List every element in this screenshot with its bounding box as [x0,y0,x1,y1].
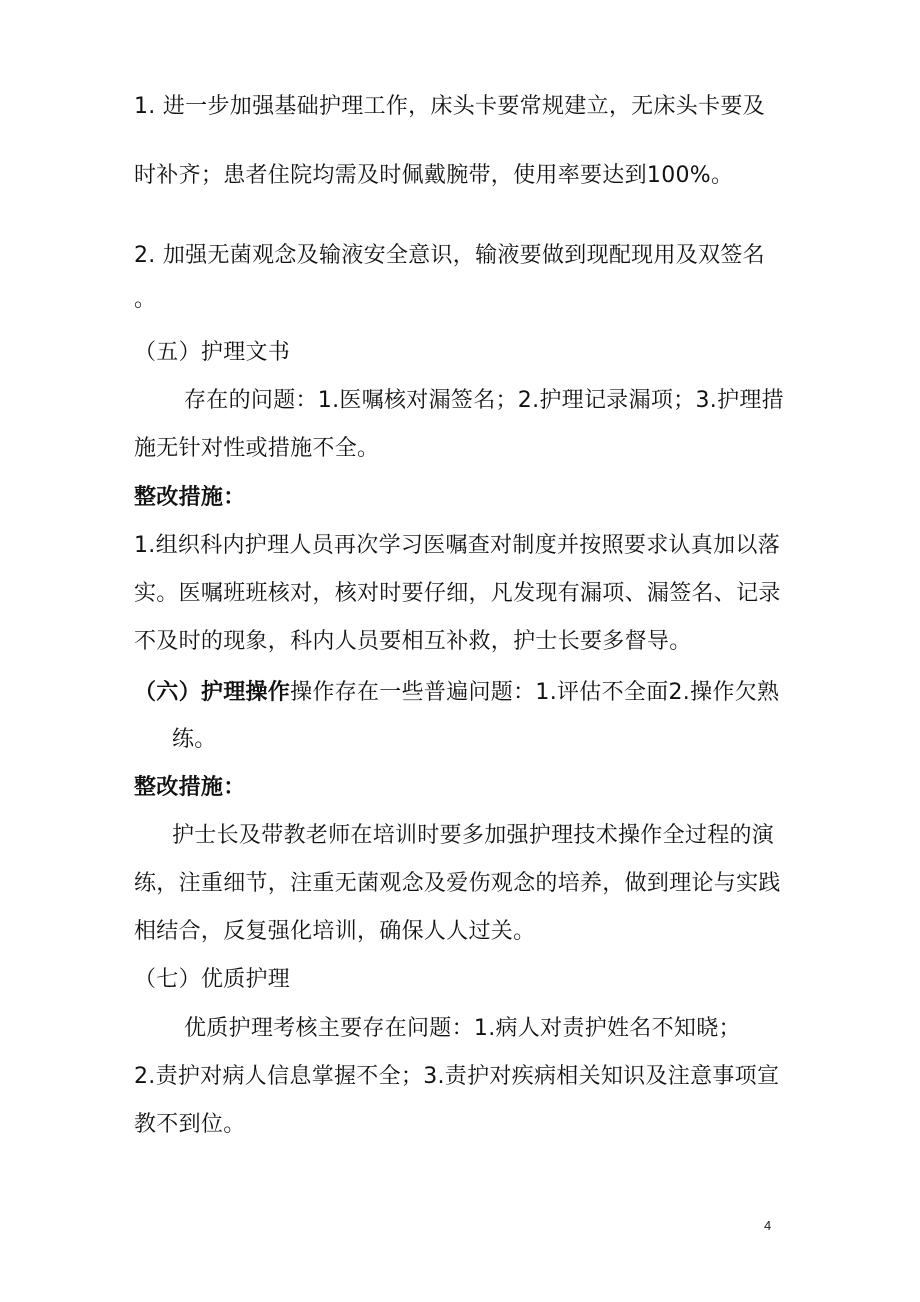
text-line: 2.责护对病人信息掌握不全；3.责护对疾病相关知识及注意事项宣 [134,1064,780,1089]
text-line: 护士长及带教老师在培训时要多加强护理技术操作全过程的演 [172,823,775,848]
text-line: 优质护理考核主要存在问题：1.病人对责护姓名不知晓； [184,1016,741,1041]
text-line: 存在的问题：1.医嘱核对漏签名；2.护理记录漏项；3.护理措 [184,388,784,413]
subsection-heading: 整改措施： [134,775,246,800]
text-line: 1. 进一步加强基础护理工作，床头卡要常规建立，无床头卡要及 [134,94,765,119]
page-number: 4 [764,1218,772,1233]
text-line: 练。 [172,727,217,752]
section-heading: （五）护理文书 [134,340,291,365]
section-heading: （七）优质护理 [134,967,291,992]
text-line: 。 [134,287,157,312]
text-line: 实。医嘱班班核对，核对时要仔细，凡发现有漏项、漏签名、记录 [134,581,781,606]
text-line: 练，注重细节，注重无菌观念及爱伤观念的培养，做到理论与实践 [134,871,781,896]
text-line: 1.组织科内护理人员再次学习医嘱查对制度并按照要求认真加以落 [134,533,780,558]
section-heading: （六）护理操作 [134,680,291,705]
text-line: 相结合，反复强化培训，确保人人过关。 [134,919,536,944]
inline-text: 操作存在一些普遍问题：1.评估不全面2.操作欠熟 [290,680,780,705]
text-line: 施无针对性或措施不全。 [134,436,380,461]
subsection-heading: 整改措施： [134,485,246,510]
text-line: 2. 加强无菌观念及输液安全意识，输液要做到现配现用及双签名 [134,243,765,268]
text-line: 教不到位。 [134,1112,246,1137]
text-line: 时补齐；患者住院均需及时佩戴腕带，使用率要达到100%。 [134,163,734,188]
text-line: 不及时的现象，科内人员要相互补救，护士长要多督导。 [134,629,692,654]
section-heading-line [134,678,779,708]
